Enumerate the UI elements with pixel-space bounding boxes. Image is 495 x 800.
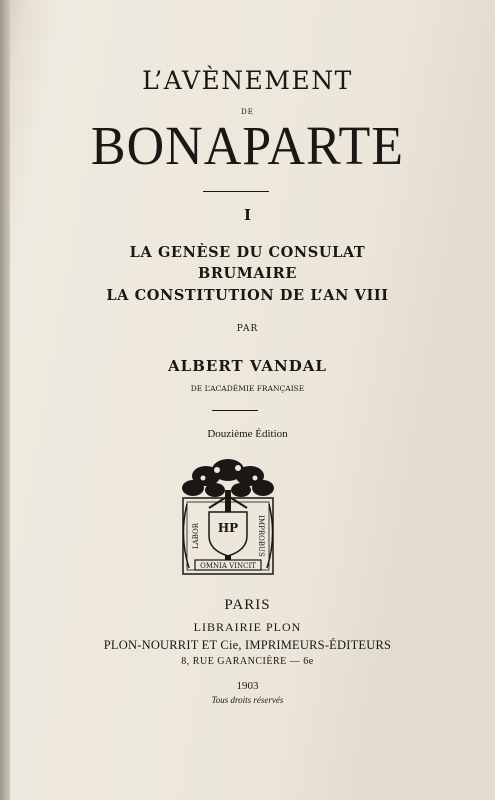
imprint-city: PARIS bbox=[224, 597, 271, 613]
title-line-1: L’AVÈNEMENT bbox=[142, 66, 353, 95]
title-rule bbox=[203, 191, 269, 192]
author-name: ALBERT VANDAL bbox=[168, 357, 327, 375]
volume-number: I bbox=[243, 206, 252, 224]
author-affiliation: DE L’ACADÉMIE FRANÇAISE bbox=[190, 384, 305, 393]
subtitle-line-2: BRUMAIRE bbox=[198, 265, 297, 282]
rights-notice: Tous droits réservés bbox=[211, 695, 284, 705]
edition-label: Douzième Édition bbox=[207, 428, 288, 440]
imprint-year: 1903 bbox=[236, 680, 259, 692]
printer-device-tree-icon bbox=[173, 456, 283, 580]
printer-motto-right: IMPROBUS bbox=[257, 515, 265, 557]
imprint-publisher-2: PLON-NOURRIT ET Cie, IMPRIMEURS-ÉDITEURS bbox=[103, 638, 392, 652]
printer-monogram: HP bbox=[217, 521, 239, 535]
printer-motto-bottom: OMNIA VINCIT bbox=[200, 562, 256, 570]
imprint-address: 8, RUE GARANCIÈRE — 6e bbox=[181, 656, 314, 667]
author-rule bbox=[212, 410, 258, 411]
subtitle-line-1: LA GENÈSE DU CONSULAT bbox=[129, 244, 366, 261]
printer-motto-left: LABOR bbox=[192, 523, 200, 549]
imprint-publisher-1: LIBRAIRIE PLON bbox=[193, 620, 302, 634]
title-de: DE bbox=[241, 108, 254, 116]
title-line-2: BONAPARTE bbox=[90, 116, 405, 177]
subtitle-line-3: LA CONSTITUTION DE L’AN VIII bbox=[106, 287, 389, 304]
par-label: PAR bbox=[236, 324, 259, 334]
